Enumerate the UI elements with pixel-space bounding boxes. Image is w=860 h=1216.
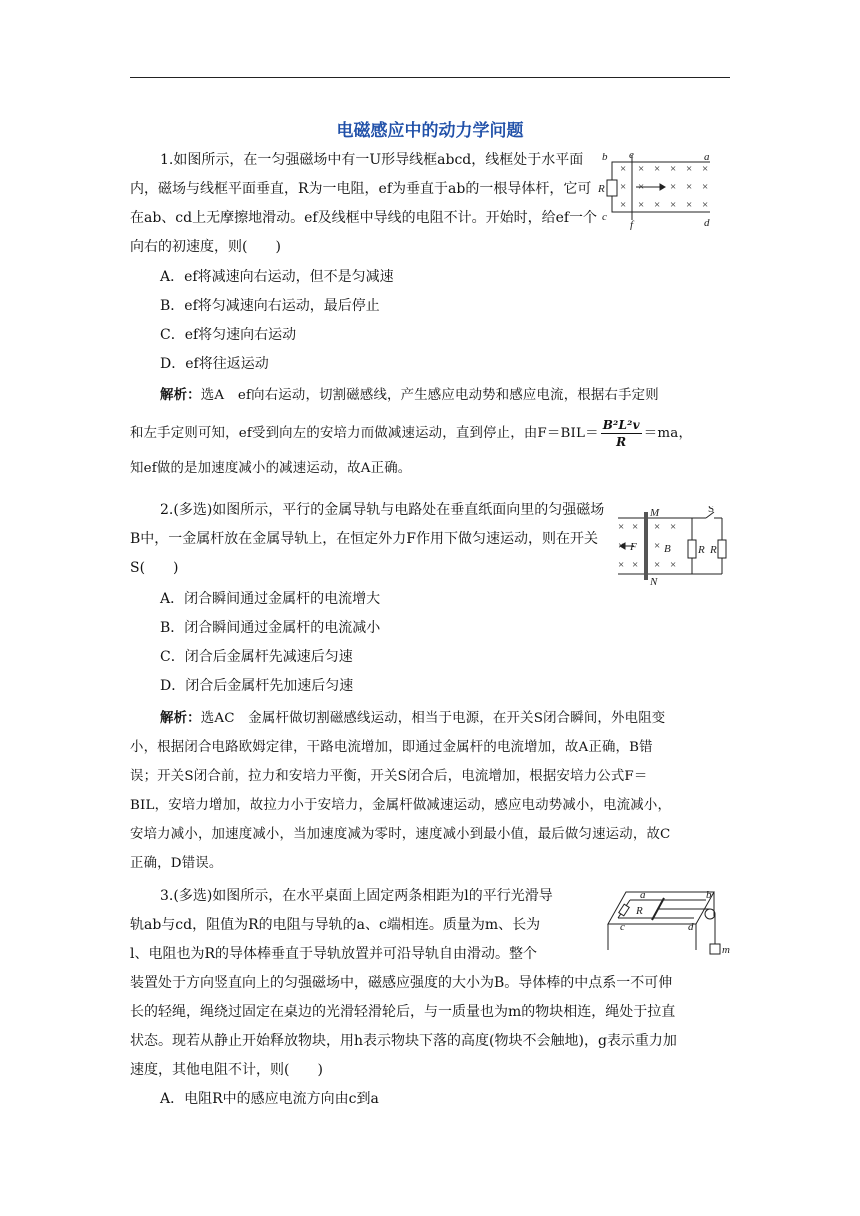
q1-analysis [130, 381, 732, 483]
svg-text:×: × [632, 559, 639, 571]
q2-analysis-line-4: BIL，安培力增加，故拉力小于安培力，金属杆做减速运动，感应电动势减小，电流减小， [130, 798, 672, 813]
q1-label-c: c [602, 211, 607, 223]
q1-analysis-answer: 选A [200, 388, 225, 403]
q1-option-d: D．ef将往返运动 [160, 356, 269, 372]
svg-text:×: × [632, 521, 639, 533]
svg-text:×: × [620, 163, 627, 175]
q1-label-e: e [629, 150, 634, 161]
svg-text:×: × [686, 199, 693, 211]
q2-analysis-label: 解析： [160, 710, 201, 726]
q3-stem-line-2: 轨ab与cd，阻值为R的电阻与导轨的a、c端相连。质量为m、长为 [130, 917, 541, 933]
q1-formula-fraction [601, 417, 642, 450]
q2-stem-block [130, 496, 606, 583]
svg-text:×: × [670, 199, 677, 211]
svg-text:×: × [670, 181, 677, 193]
q3-label-d: d [688, 921, 694, 933]
q3-stem-line-4: 装置处于方向竖直向上的匀强磁场中，磁感应强度的大小为B。导体棒的中点系一不可伸 [130, 975, 673, 991]
q1-analysis-label: 解析： [160, 387, 201, 403]
svg-text:×: × [702, 181, 709, 193]
q2-label-n: N [650, 576, 658, 586]
q2-label-f: F [630, 541, 637, 553]
q3-stem-line-5: 长的轻绳，绳绕过固定在桌边的光滑轻滑轮后，与一质量也为m的物块相连，绳处于拉直 [130, 1004, 676, 1020]
q2-analysis [130, 704, 732, 878]
q1-analysis-text-2b: ＝ma， [643, 426, 693, 441]
q1-analysis-text-1: ef向右运动，切割磁感线，产生感应电动势和感应电流，根据右手定则 [237, 388, 659, 403]
q2-analysis-answer: 选AC [200, 711, 235, 726]
svg-text:×: × [702, 163, 709, 175]
q3-label-c: c [620, 921, 625, 933]
svg-text:×: × [618, 540, 625, 552]
q2-option-d: D．闭合后金属杆先加速后匀速 [160, 678, 354, 694]
q1-formula-denominator: R [616, 435, 627, 449]
q2-label-b: B [664, 543, 671, 555]
q2-metal-rod [644, 512, 648, 580]
svg-text:×: × [618, 559, 625, 571]
q1-analysis-line-1 [130, 381, 732, 410]
q2-options [130, 585, 730, 701]
q1-label-b: b [602, 151, 608, 163]
q2-resistor-1 [688, 540, 696, 558]
svg-text:×: × [638, 199, 645, 211]
q1-stem-block [130, 146, 600, 262]
q3-label-a: a [640, 889, 646, 901]
q2-stem: 2.(多选)如图所示，平行的金属导轨与电路处在垂直纸面向里的匀强磁场B中，一金属杆放在金属导轨上，在恒定外力F作用下做匀速运动，则在开关S( ) [130, 502, 605, 576]
q1-figure [598, 150, 728, 230]
q1-options [130, 263, 730, 379]
q2-option-b: B．闭合瞬间通过金属杆的电流减小 [160, 620, 381, 636]
q1-analysis-text-2a: 和左手定则可知，ef受到向左的安培力而做减速运动，直到停止，由F＝BIL＝ [130, 426, 599, 441]
q2-label-r2: R [710, 544, 717, 556]
q2-analysis-line-2: 小，根据闭合电路欧姆定律，干路电流增加，即通过金属杆的电流增加，故A正确，B错 [130, 740, 653, 755]
q1-label-d: d [704, 217, 710, 229]
q1-label-r: R [598, 183, 605, 195]
svg-text:×: × [654, 540, 661, 552]
q3-stem-line-7: 速度，其他电阻不计，则( ) [130, 1062, 323, 1078]
header-rule [130, 77, 730, 78]
q2-option-a: A．闭合瞬间通过金属杆的电流增大 [160, 591, 381, 607]
q2-resistor-2 [718, 540, 726, 558]
q2-label-r1: R [698, 544, 705, 556]
q3-stem-line-6: 状态。现若从静止开始释放物块，用h表示物块下落的高度(物块不会触地)，g表示重力加 [130, 1033, 677, 1049]
q3-label-b: b [706, 889, 712, 901]
q1-resistor [607, 180, 617, 196]
q3-option-a: A．电阻R中的感应电流方向由c到a [160, 1091, 379, 1107]
q1-option-a: A．ef将减速向右运动，但不是匀减速 [160, 269, 394, 285]
svg-text:×: × [654, 521, 661, 533]
q2-analysis-line-3: 误；开关S闭合前，拉力和安培力平衡，开关S闭合后，电流增加，根据安培力公式F＝ [130, 769, 648, 784]
q1-stem: 1.如图所示，在一匀强磁场中有一U形导线框abcd，线框处于水平面内，磁场与线框平面垂直，R为一电阻，ef为垂直于ab的一根导体杆，它可在ab、cd上无摩擦地滑动。ef及线框中导线的电阻不计。开始时，给ef一个向右的初速度，则( ) [130, 152, 598, 255]
q2-option-c: C．闭合后金属杆先减速后匀速 [160, 649, 353, 665]
q1-option-c: C．ef将匀速向右运动 [160, 327, 297, 343]
q2-analysis-line-1 [130, 704, 732, 733]
svg-text:×: × [670, 521, 677, 533]
q3-block [710, 944, 720, 954]
q2-analysis-line-5: 安培力减小，加速度减小，当加速度减为零时，速度减小到最小值，最后做匀速运动，故C [130, 827, 671, 842]
q2-label-s: S [708, 506, 715, 515]
svg-text:×: × [638, 181, 645, 193]
svg-text:×: × [620, 199, 627, 211]
svg-text:×: × [620, 181, 627, 193]
page-title: 电磁感应中的动力学问题 [336, 121, 524, 141]
q3-figure [596, 886, 732, 966]
svg-text:×: × [670, 559, 677, 571]
q2-analysis-text-1: 金属杆做切割磁感线运动，相当于电源，在开关S闭合瞬间，外电阻变 [248, 711, 666, 726]
svg-text:×: × [686, 163, 693, 175]
q3-stem-line-3: l、电阻也为R的导体棒垂直于导轨放置并可沿导轨自由滑动。整个 [130, 946, 538, 962]
q1-label-a: a [704, 151, 710, 163]
q1-analysis-line-3: 知ef做的是加速度减小的减速运动，故A正确。 [130, 461, 412, 476]
svg-text:×: × [670, 163, 677, 175]
svg-text:×: × [686, 181, 693, 193]
q3-resistor [619, 904, 629, 916]
q3-label-r: R [636, 905, 643, 917]
svg-text:×: × [618, 521, 625, 533]
q3-stem-line-1: 3.(多选)如图所示，在水平桌面上固定两条相距为l的平行光滑导 [160, 888, 553, 904]
svg-text:×: × [702, 199, 709, 211]
q1-formula-numerator: B²L²v [602, 418, 640, 432]
q2-analysis-line-6: 正确，D错误。 [130, 856, 223, 871]
svg-text:×: × [654, 559, 661, 571]
q2-label-m: M [650, 507, 660, 519]
q1-option-b: B．ef将匀减速向右运动，最后停止 [160, 298, 380, 314]
q3-label-m: m [722, 944, 730, 956]
q1-analysis-line-2 [130, 414, 732, 454]
svg-text:×: × [654, 163, 661, 175]
q1-label-f: f [630, 219, 634, 230]
svg-text:×: × [654, 199, 661, 211]
q2-figure [610, 506, 734, 586]
svg-text:×: × [638, 163, 645, 175]
